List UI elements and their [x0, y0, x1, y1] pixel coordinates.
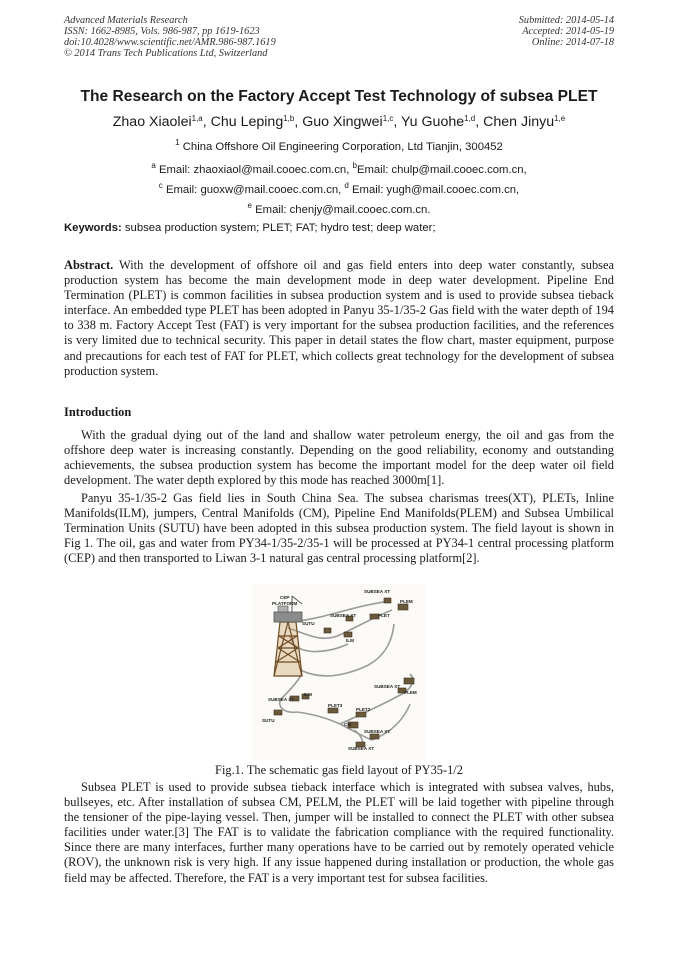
introduction-heading: Introduction	[64, 405, 132, 419]
journal-header	[64, 15, 276, 59]
subsea-unit	[404, 678, 414, 684]
accepted-date: Accepted: 2014-05-19	[522, 26, 614, 37]
platform-module	[278, 606, 288, 612]
subsea-unit	[356, 712, 366, 717]
author-sup: 1,e	[554, 114, 566, 123]
email-d[interactable]: Email: yugh@mail.cooec.com.cn,	[352, 184, 520, 196]
submitted-date: Submitted: 2014-05-14	[518, 15, 614, 26]
label-sutu: SUTU	[262, 718, 275, 723]
label-plem: PLEM	[400, 599, 413, 604]
issn-line: ISSN: 1662-8985, Vols. 986-987, pp 1619-1623	[64, 26, 260, 37]
label-plet2: PLET2	[356, 707, 371, 712]
dates-header	[519, 15, 614, 48]
keywords	[64, 222, 614, 234]
platform-deck	[274, 612, 302, 622]
label-platform: PLATFORM	[272, 601, 298, 606]
author-name: Yu Guohe	[401, 114, 465, 130]
email-a[interactable]: Email: zhaoxiaol@mail.cooec.com.cn,	[158, 164, 350, 176]
label-plet3: PLET3	[328, 703, 343, 708]
keywords-label: Keywords:	[64, 222, 122, 234]
label-ilm: ILM	[304, 692, 312, 697]
label-plet: PLET	[378, 613, 390, 618]
copyright-line: © 2014 Trans Tech Publications Ltd, Switzerland	[64, 48, 268, 59]
label-subsea-xt: SUBSEA XT	[268, 697, 295, 702]
affiliation-sup: 1	[175, 138, 180, 147]
subsea-unit	[344, 632, 352, 637]
abstract-label: Abstract.	[64, 258, 114, 272]
label-subsea-xt: SUBSEA XT	[364, 729, 391, 734]
label-subsea-xt: SUBSEA XT	[364, 589, 391, 594]
abstract	[64, 258, 614, 379]
figure-caption: Fig.1. The schematic gas field layout of PY35-1/2	[215, 763, 463, 777]
email-e[interactable]: Email: chenjy@mail.cooec.com.cn.	[255, 204, 431, 216]
author-sup: 1,b	[283, 114, 295, 123]
affiliation	[0, 138, 678, 153]
field-layout-figure	[252, 584, 426, 760]
subsea-unit	[324, 628, 331, 633]
journal-name: Advanced Materials Research	[64, 15, 188, 26]
author-sup: 1,a	[191, 114, 203, 123]
author-name: Guo Xingwei	[302, 114, 383, 130]
author-name: Chen Jinyu	[483, 114, 555, 130]
label-subsea-xt: SUBSEA XT	[348, 746, 375, 751]
author-sup: 1,c	[382, 114, 394, 123]
label-ilm: ILM	[346, 638, 354, 643]
label-subsea-xt: SUBSEA XT	[374, 684, 401, 689]
subsea-unit	[384, 598, 391, 603]
label-plem: PLEM	[404, 690, 417, 695]
field-layout-diagram	[252, 584, 426, 760]
doi-line: doi:10.4028/www.scientific.net/AMR.986-987.1619	[64, 37, 276, 48]
abstract-text: With the development of offshore oil and gas field enters into deep water constantly, subsea production system has become the main development mode in deep water development. Pipeline End Termination (PLET) is common facilities in subsea production system and is used to provide subsea tieback interface. An embedded type PLET has been adopted in Panyu 35-1/35-2 Gas field with the water depth of 194 to 338 m. Factory Accept Test (FAT) is very important for the subsea production facilities, and the references is very limited due to technical security. This paper in detail states the flow chart, master equipment, purpose and precautions for each test of FAT for PLET, which collects great technology for the development of subsea production system.	[64, 258, 614, 378]
label-cm: CM	[344, 722, 352, 727]
affiliation-text: China Offshore Oil Engineering Corporation, Ltd Tianjin, 300452	[182, 141, 503, 153]
subsea-unit	[328, 708, 338, 713]
keywords-text: subsea production system; PLET; FAT; hydro test; deep water;	[124, 222, 436, 234]
intro-paragraph-1: With the gradual dying out of the land and shallow water petroleum energy, the oil and gas from the offshore deep water is increasing constantly. Depending on the good reliability, economy and outstanding achievements, the subsea production system has become the important model for the deep water oil field development. The water depth explored by this mode has reached 3000m[1].	[64, 428, 614, 488]
subsea-unit	[370, 734, 379, 739]
email-c[interactable]: Email: guoxw@mail.cooec.com.cn,	[165, 184, 342, 196]
label-cep: CEP	[280, 595, 290, 600]
intro-paragraph-2: Panyu 35-1/35-2 Gas field lies in South China Sea. The subsea charismas trees(XT), PLETs, Inline Manifolds(ILM), jumpers, Central Manifolds (CM), Pipeline End Manifolds(PLEM) and Subsea Umbilical Termination Units (SUTU) have been adopted in this subsea production system. The field layout is shown in Fig 1. The oil, gas and water from PY34-1/35-2/35-1 will be processed at PY34-1 central processing platform (CEP) and then transported to Liwan 3-1 natural gas central processing platform[2].	[64, 491, 614, 566]
subsea-unit	[274, 710, 282, 715]
email-block: $^a$ Email: zhaoxiaol@mail.cooec.com.cn, $^b$Email: chulp@mail.cooec.com.cn, $^c$ Email: guoxw@mail.cooec.com.cn, $^d$ Email: yugh@mail.cooec.com.cn, $^e$ Email: chenjy@mail.cooec.com.cn.	[151, 161, 527, 216]
author-name: Chu Leping	[210, 114, 284, 130]
author-name: Zhao Xiaolei	[112, 114, 192, 130]
paper-title: The Research on the Factory Accept Test Technology of subsea PLET	[80, 88, 598, 105]
author-list: Zhao Xiaolei$^{1,a}$, Chu Leping$^{1,b}$, Guo Xingwei$^{1,c}$, Yu Guohe$^{1,d}$, Chen Jinyu$^{1,e}$	[112, 114, 566, 130]
label-subsea-xt: SUBSEA XT	[330, 613, 357, 618]
label-sutu: SUTU	[302, 621, 315, 626]
author-sup: 1,d	[464, 114, 476, 123]
intro-paragraph-3: Subsea PLET is used to provide subsea tieback interface which is integrated with subsea valves, hubs, bullseyes, etc. After installation of subsea CM, PELM, the PLET will be laid together with pipeline through the tensioner of the pipe-laying vessel. Then, jumper will be installed to connect the PLET with other subsea facilities under water.[3] The FAT is to validate the fabrication compliance with the required functionality. Since there are many interfaces, further many operations have to be carried out by remotely operated vehicle (ROV), the unknown risk is very high. If any issue happened during installation or production, the whole gas field may be affected. Therefore, the FAT is a very important test for subsea facilities.	[64, 780, 614, 885]
online-date: Online: 2014-07-18	[531, 37, 614, 48]
email-b[interactable]: Email: chulp@mail.cooec.com.cn,	[356, 164, 527, 176]
subsea-unit	[398, 604, 408, 610]
